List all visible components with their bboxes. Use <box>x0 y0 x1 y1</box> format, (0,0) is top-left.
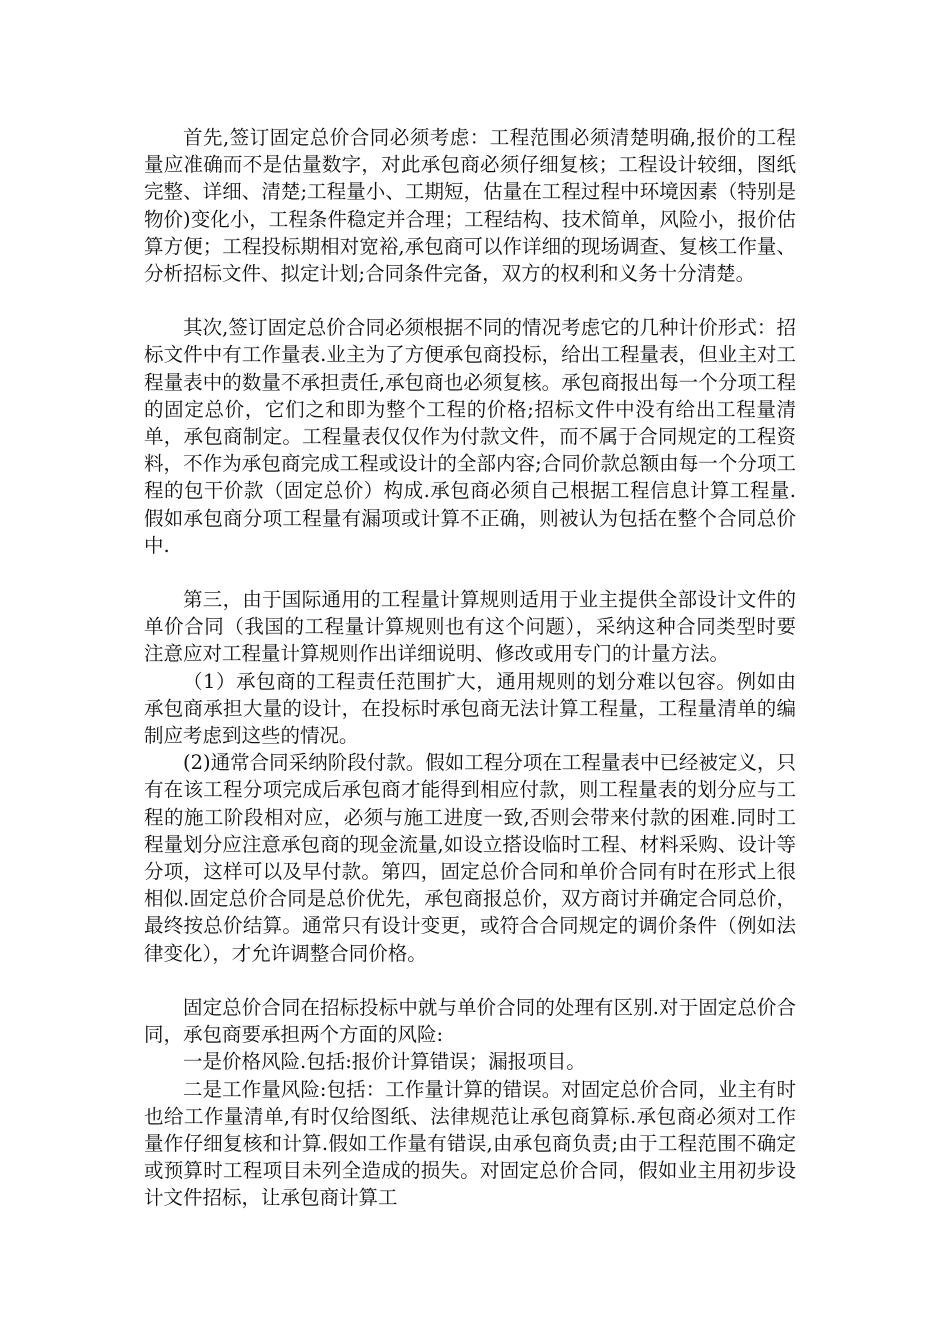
paragraph-6: 固定总价合同在招标投标中就与单价合同的处理有区别.对于固定总价合同，承包商要承担两个方面的风险: <box>144 995 796 1047</box>
paragraph-1: 首先,签订固定总价合同必须考虑：工程范围必须清楚明确,报价的工程量应准确而不是估量数字，对此承包商必须仔细复核；工程设计较细，图纸完整、详细、清楚;工程量小、工期短，估量在工程过程中环境因素（特别是物价)变化小，工程条件稳定并合理；工程结构、技术简单，风险小，报价估算方便；工程投标期相对宽裕,承包商可以作详细的现场调查、复核工作量、分析招标文件、拟定计划;合同条件完备，双方的权利和义务十分清楚。 <box>144 126 796 286</box>
paragraph-8: 二是工作量风险:包括：工作量计算的错误。对固定总价合同，业主有时也给工作量清单,有时仅给图纸、法律规范让承包商算标.承包商必须对工作量作仔细复核和计算.假如工作量有错误,由承包商负责;由于工程范围不确定或预算时工程项目未列全造成的损失。对固定总价合同，假如业主用初步设计文件招标，让承包商计算工 <box>144 1077 796 1210</box>
paragraph-gap <box>144 559 796 586</box>
paragraph-4: （1）承包商的工程责任范围扩大，通用规则的划分难以包容。例如由承包商承担大量的设计，在投标时承包商无法计算工程量，工程量清单的编制应考虑到这些的情况。 <box>144 669 796 748</box>
paragraph-7: 一是价格风险.包括:报价计算错误；漏报项目。 <box>183 1050 586 1074</box>
paragraph-gap <box>144 287 796 314</box>
paragraph-5: (2)通常合同采纳阶段付款。假如工程分项在工程量表中已经被定义，只有在该工程分项完成后承包商才能得到相应付款，则工程量表的划分应与工程的施工阶段相对应，必须与施工进度一致,否则会带来付款的困难.同时工程量划分应注意承包商的现金流量,如设立搭设临时工程、材料采购、设计等分项，这样可以及早付款。第四，固定总价合同和单价合同有时在形式上很相似.固定总价合同是总价优先，承包商报总价，双方商讨并确定合同总价，最终按总价结算。通常只有设计变更，或符合合同规定的调价条件（例如法律变化），才允许调整合同价格。 <box>144 751 796 965</box>
paragraph-3: 第三，由于国际通用的工程量计算规则适用于业主提供全部设计文件的单价合同（我国的工程量计算规则也有这个问题），采纳这种合同类型时要注意应对工程量计算规则作出详细说明、修改或用专门的计量方法。 <box>144 588 796 666</box>
paragraph-gap <box>144 967 796 994</box>
document-page <box>144 124 796 1212</box>
paragraph-2: 其次,签订固定总价合同必须根据不同的情况考虑它的几种计价形式：招标文件中有工作量表.业主为了方便承包商投标，给出工程量表，但业主对工程量表中的数量不承担责任,承包商也必须复核。承包商报出每一个分项工程的固定总价，它们之和即为整个工程的价格;招标文件中没有给出工程量清单，承包商制定。工程量表仅仅作为付款文件，而不属于合同规定的工程资料，不作为承包商完成工程或设计的全部内容;合同价款总额由每一个分项工程的包干价款（固定总价）构成.承包商必须自己根据工程信息计算工程量.假如承包商分项工程量有漏项或计算不正确，则被认为包括在整个合同总价中. <box>144 316 796 557</box>
